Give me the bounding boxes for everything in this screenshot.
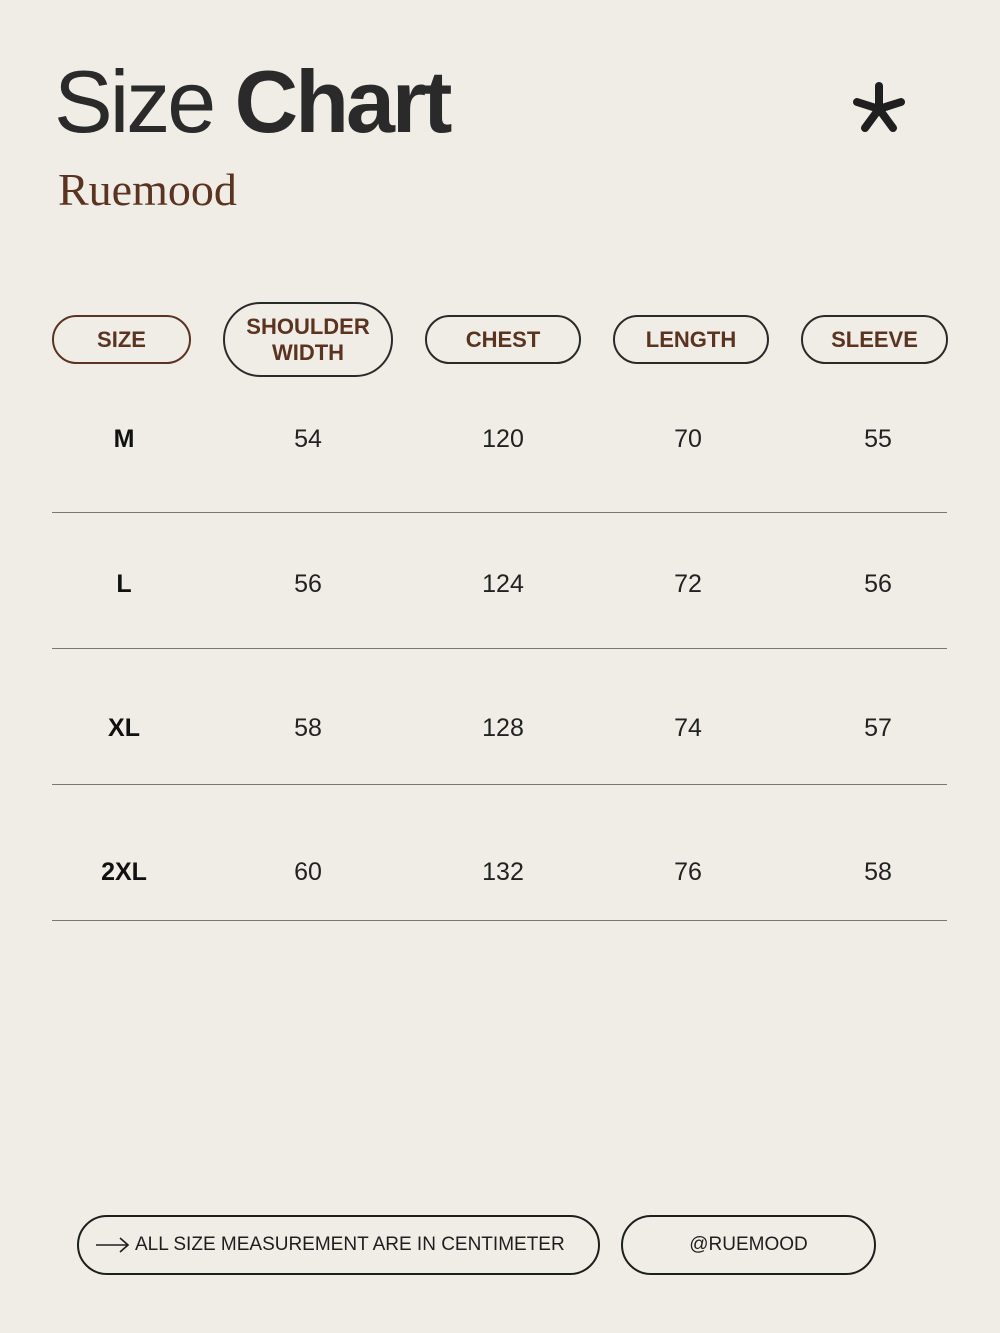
cell-size: XL (108, 714, 140, 742)
asterisk-icon (850, 80, 908, 138)
header-chest-label: CHEST (465, 326, 541, 352)
header-chest-pill (425, 315, 581, 364)
cell-shoulder: 58 (294, 714, 322, 742)
header-shoulder-label-line2: WIDTH (271, 339, 345, 365)
page-title (54, 52, 449, 152)
measurement-note (77, 1215, 600, 1275)
cell-chest: 124 (482, 570, 524, 598)
row-divider (52, 920, 947, 921)
cell-chest: 132 (482, 858, 524, 886)
cell-length: 70 (674, 425, 702, 453)
cell-length: 74 (674, 714, 702, 742)
cell-size: L (116, 570, 132, 598)
arrow-right-icon (95, 1237, 131, 1253)
header-sleeve-label: SLEEVE (831, 326, 918, 352)
social-handle-text: @RUEMOOD (689, 1234, 808, 1255)
title-light-word: Size (54, 52, 214, 151)
cell-sleeve: 55 (864, 425, 892, 453)
row-divider (52, 512, 947, 513)
row-divider (52, 784, 947, 785)
cell-sleeve: 56 (864, 570, 892, 598)
header-size-label: SIZE (97, 326, 146, 352)
row-divider (52, 648, 947, 649)
header-shoulder-label-line1: SHOULDER (246, 313, 370, 339)
header-shoulder-pill (223, 302, 393, 377)
table-row (0, 698, 1000, 758)
measurement-note-text: ALL SIZE MEASUREMENT ARE IN CENTIMETER (135, 1234, 565, 1255)
social-handle[interactable] (621, 1215, 876, 1275)
cell-size: 2XL (101, 858, 147, 886)
cell-shoulder: 56 (294, 570, 322, 598)
header-length-label: LENGTH (645, 326, 737, 352)
header-length-pill (613, 315, 769, 364)
table-row (0, 409, 1000, 469)
cell-length: 72 (674, 570, 702, 598)
title-bold-word: Chart (234, 52, 450, 151)
cell-sleeve: 57 (864, 714, 892, 742)
brand-name: Ruemood (58, 164, 237, 215)
cell-size: M (113, 425, 135, 453)
header-size-pill (52, 315, 191, 364)
cell-chest: 128 (482, 714, 524, 742)
cell-shoulder: 54 (294, 425, 322, 453)
cell-length: 76 (674, 858, 702, 886)
table-header (0, 300, 1000, 380)
header-sleeve-pill (801, 315, 948, 364)
cell-shoulder: 60 (294, 858, 322, 886)
cell-chest: 120 (482, 425, 524, 453)
cell-sleeve: 58 (864, 858, 892, 886)
table-row (0, 842, 1000, 902)
table-row (0, 554, 1000, 614)
